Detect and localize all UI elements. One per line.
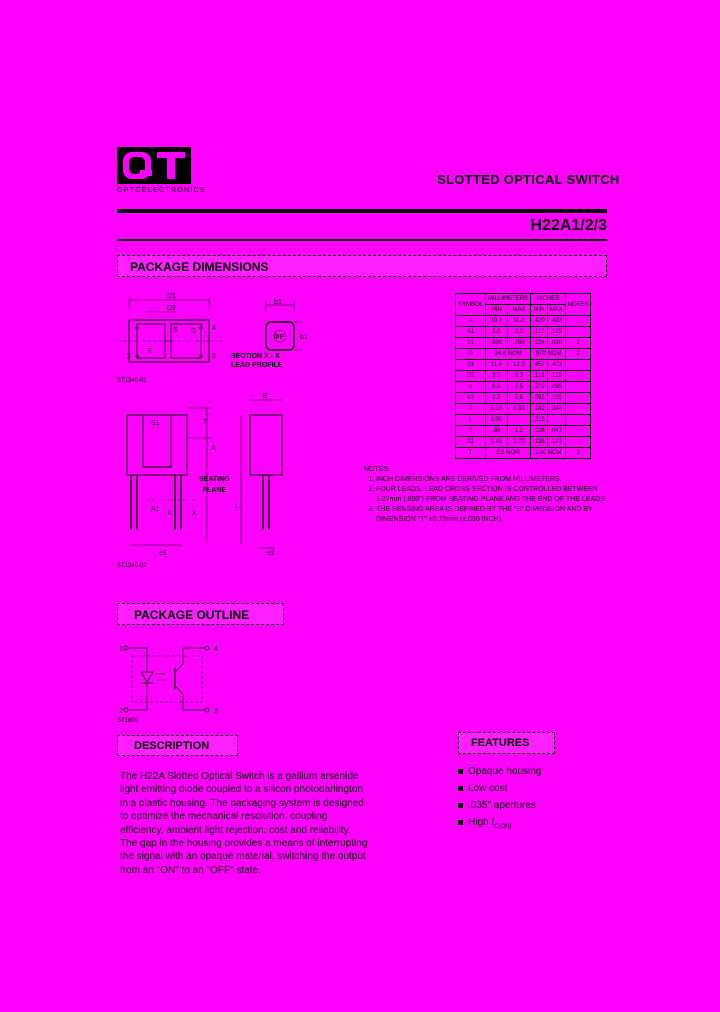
table-cell	[565, 415, 591, 426]
label-phi-p: ΦP	[274, 334, 285, 341]
table-cell: 2	[565, 338, 591, 349]
description-text: The H22A Slotted Optical Switch is a gallium arsenide light emitting diode coupled to a silicon photodarlington in a plastic housing. The packaging system is designed to optimize the mechanical resolution, coupling efficiency, ambient light rejection, cost and reliability. The gap in the housing provides a means of interrupting the signal with an opaque material, switching the output from an "ON" to an "OFF" state.	[120, 771, 368, 876]
table-cell: .272	[531, 382, 548, 393]
table-cell	[547, 415, 565, 426]
figure-id-outline: ST1609	[117, 718, 139, 724]
table-row	[456, 338, 591, 349]
subheader-divider	[117, 239, 607, 241]
table-cell: .026	[531, 426, 548, 437]
label-d1: D1	[167, 293, 176, 300]
table-cell: A1	[456, 327, 486, 338]
table-cell	[565, 437, 591, 448]
table-cell: D2	[456, 371, 486, 382]
table-row	[456, 437, 591, 448]
table-cell: 3.2	[507, 327, 530, 338]
table-cell: .433	[547, 316, 565, 327]
feature-item: Opaque housing	[458, 766, 541, 783]
table-cell: 2.8	[486, 327, 508, 338]
table-cell: .750	[507, 338, 530, 349]
label-e-side: E	[263, 393, 268, 400]
notes	[364, 465, 609, 525]
schematic-outline	[117, 640, 227, 720]
label-t: T	[203, 419, 208, 426]
header-divider	[117, 209, 607, 213]
table-row	[456, 360, 591, 371]
table-cell: 7.5	[507, 382, 530, 393]
table-subheader: MIN	[486, 305, 508, 316]
table-cell: .242	[531, 404, 548, 415]
figure-id-1: ST1340-01	[117, 378, 147, 384]
table-cell: .024	[531, 338, 548, 349]
table-row	[456, 316, 591, 327]
table-cell: .295	[547, 382, 565, 393]
bullet-icon	[458, 803, 463, 808]
outline-pin-4: 4	[214, 646, 218, 653]
logo-subtitle: OPTOELECTRONICS	[117, 187, 206, 194]
table-cell: 24.6 NOM	[486, 349, 531, 360]
table-cell: 10.7	[486, 316, 508, 327]
table-row	[456, 448, 591, 459]
table-cell: 2.6	[507, 393, 530, 404]
label-l: L	[235, 503, 239, 510]
outline-pin-2: 2	[119, 708, 123, 715]
table-cell: 2.3	[486, 393, 508, 404]
table-cell: .248	[547, 404, 565, 415]
top-view-drawing	[117, 290, 227, 370]
pin-1: 1	[127, 325, 131, 332]
bullet-icon	[458, 769, 463, 774]
bullet-icon	[458, 820, 463, 825]
table-cell: 11.6	[486, 360, 508, 371]
section-label: SECTION X - X LEAD PROFILE	[231, 353, 283, 369]
table-cell: .091	[531, 393, 548, 404]
note-item: 3. THE SENSING AREA IS DEFINED BY THE "S" DIMENSION AND BY DIMENSION "T" ±0.75mm (±.030 INCH).	[376, 505, 609, 525]
table-cell	[565, 371, 591, 382]
table-cell: L	[456, 415, 486, 426]
lead-profile-drawing	[258, 296, 318, 356]
table-cell: 6.30	[507, 404, 530, 415]
table-cell: .457	[531, 360, 548, 371]
section-description: DESCRIPTION	[117, 735, 238, 756]
outline-pin-3: 3	[214, 708, 218, 715]
table-cell: 2	[565, 349, 591, 360]
table-row	[456, 404, 591, 415]
dimensions-table-body	[456, 316, 591, 459]
part-number: H22A1/2/3	[530, 217, 607, 234]
table-header: INCHES	[531, 294, 566, 305]
table-cell: .118	[531, 371, 548, 382]
table-cell: .030	[547, 338, 565, 349]
table-row	[456, 415, 591, 426]
features-list	[458, 766, 541, 834]
label-s1: S1	[151, 420, 160, 427]
table-cell: 12.0	[507, 360, 530, 371]
notes-title: NOTES:	[364, 466, 391, 473]
label-s: S	[173, 327, 178, 334]
table-subheader: MIN	[531, 305, 548, 316]
table-header: MILLIMETERS	[486, 294, 531, 305]
table-cell: 11.0	[507, 316, 530, 327]
table-cell: b1	[456, 338, 486, 349]
table-cell: .136	[531, 437, 548, 448]
table-cell: 3.75	[507, 437, 530, 448]
table-cell: e2	[456, 393, 486, 404]
table-row	[456, 371, 591, 382]
section-package-dimensions: PACKAGE DIMENSIONS	[117, 255, 607, 277]
table-cell: .110	[531, 327, 548, 338]
pin-2: 2	[127, 353, 131, 360]
table-row	[456, 349, 591, 360]
table-cell: S	[456, 426, 486, 437]
label-a: A	[211, 445, 216, 452]
figure-id-2: ST1340-02	[117, 563, 147, 569]
table-row	[456, 393, 591, 404]
table-cell	[565, 393, 591, 404]
table-cell: T	[456, 448, 486, 459]
pin-4: 4	[212, 325, 216, 332]
table-cell: .100 NOM	[531, 448, 566, 459]
label-d2: D2	[167, 305, 176, 312]
seating-plane-label: SEATING PLANE	[199, 476, 230, 494]
label-d: D	[191, 328, 197, 335]
table-cell: .600	[486, 338, 508, 349]
table-cell: D1	[456, 360, 486, 371]
table-cell: .472	[547, 360, 565, 371]
table-cell: A	[456, 316, 486, 327]
company-logo	[117, 147, 191, 184]
table-cell: .315	[531, 415, 548, 426]
table-cell	[565, 404, 591, 415]
table-cell: 6.9	[486, 382, 508, 393]
table-cell	[565, 327, 591, 338]
table-cell: .970 NOM	[531, 349, 566, 360]
table-cell: e	[456, 382, 486, 393]
table-cell: .047	[547, 426, 565, 437]
dimensions-table	[455, 293, 591, 459]
table-cell: S1	[456, 437, 486, 448]
table-cell: 1.2	[507, 426, 530, 437]
note-item: 2. FOUR LEADS. LEAD CROSS SECTION IS CONTROLLED BETWEEN 1.27mm (.050") FROM SEATING PLANE AND THE END OF THE LEADS.	[376, 485, 609, 505]
table-cell: 6.15	[486, 404, 508, 415]
table-cell	[565, 316, 591, 327]
label-e: E	[148, 348, 153, 355]
table-cell: .125	[547, 327, 565, 338]
table-cell	[565, 360, 591, 371]
label-e2: e2	[267, 550, 275, 557]
table-row	[456, 382, 591, 393]
label-e1: e1	[159, 550, 167, 557]
document-title: SLOTTED OPTICAL SWITCH	[437, 172, 620, 187]
table-cell: 3	[565, 448, 591, 459]
table-cell: .147	[547, 437, 565, 448]
feature-item: High $I_{C(ON)}$	[458, 817, 541, 834]
table-cell: 3.45	[486, 437, 508, 448]
table-subheader: MAX	[547, 305, 565, 316]
pin-3: 3	[212, 353, 216, 360]
label-b1-side: b1	[300, 334, 308, 341]
section-package-outline: PACKAGE OUTLINE	[117, 603, 284, 625]
table-cell: 3.3	[507, 371, 530, 382]
table-cell: 8.00	[486, 415, 508, 426]
table-cell: .129	[547, 371, 565, 382]
label-b1-top: b1	[274, 299, 282, 306]
label-a1: A1	[151, 506, 160, 513]
table-cell: .102	[547, 393, 565, 404]
feature-item: Low cost	[458, 783, 541, 800]
table-cell	[507, 415, 530, 426]
table-header: SYMBOL	[456, 294, 486, 316]
table-cell: .65	[486, 426, 508, 437]
table-cell: E	[456, 404, 486, 415]
section-features: FEATURES	[458, 732, 555, 754]
label-x-right: X	[192, 510, 197, 517]
note-item: 1. INCH DIMENSIONS ARE DERIVED FROM MILLIMETERS.	[376, 475, 609, 485]
table-subheader: MAX	[507, 305, 530, 316]
feature-item: .035" apertures	[458, 800, 541, 817]
bullet-icon	[458, 786, 463, 791]
table-cell	[565, 426, 591, 437]
table-header: NOTES	[565, 294, 591, 316]
table-cell: 2.5 NOM	[486, 448, 531, 459]
table-cell: .420	[531, 316, 548, 327]
table-cell	[565, 382, 591, 393]
label-x-left: X	[167, 510, 172, 517]
outline-pin-1: 1	[119, 646, 123, 653]
table-row	[456, 426, 591, 437]
table-cell: D	[456, 349, 486, 360]
table-row	[456, 327, 591, 338]
table-cell: 3.0	[486, 371, 508, 382]
